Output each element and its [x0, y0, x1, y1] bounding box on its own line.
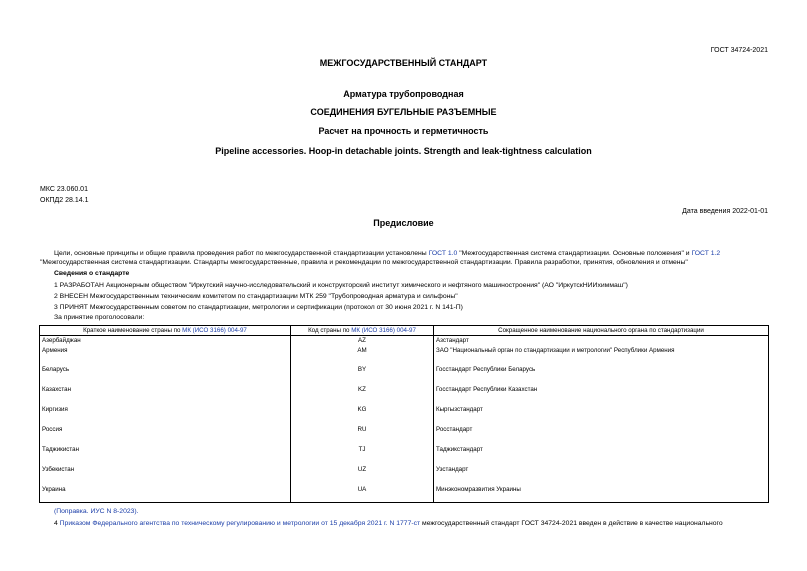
- body-cell: Узстандарт: [434, 465, 769, 485]
- body-cell: Росстандарт: [434, 425, 769, 445]
- item-4-number: 4: [54, 520, 60, 527]
- paragraph-text: "Межгосударственная система стандартизации. Основные положения" и: [457, 250, 692, 257]
- country-cell: Киргизия: [40, 405, 291, 425]
- body-cell: Госстандарт Республики Казахстан: [434, 385, 769, 405]
- item-4-text: межгосударственный стандарт ГОСТ 34724-2021 введен в действие в качестве национального: [420, 520, 723, 527]
- code-cell: UA: [291, 485, 434, 503]
- mk-iso-3166-link[interactable]: МК (ИСО 3166) 004-97: [182, 327, 247, 334]
- gost-1-0-link[interactable]: ГОСТ 1.0: [428, 250, 458, 257]
- code-cell: AM: [291, 346, 434, 365]
- table-header-row: [40, 326, 769, 336]
- table-row: [40, 445, 769, 465]
- code-cell: RU: [291, 425, 434, 445]
- mk-iso-3166-link[interactable]: МК (ИСО 3166) 004-97: [351, 327, 416, 334]
- country-cell: Беларусь: [40, 365, 291, 385]
- paragraph-text: "Межгосударственная система стандартизации. Стандарты межгосударственные, правила и рекомендации по межгосударственной стандартизации. Правила разработки, принятия, обновления и отмены": [40, 259, 688, 266]
- body-cell: Госстандарт Республики Беларусь: [434, 365, 769, 385]
- paragraph-text: Цели, основные принципы и общие правила проведения работ по межгосударственной стандартизации установлены: [54, 250, 429, 257]
- table-row: [40, 465, 769, 485]
- body-cell: Таджикстандарт: [434, 445, 769, 465]
- item-1-developed: 1 РАЗРАБОТАН Акционерным обществом "Иркутский научно-исследовательский и конструкторский институт химического и нефтяного машиностроения" (АО "ИркутскНИИхиммаш"): [54, 282, 628, 289]
- column-header-code: Код страны по МК (ИСО 3166) 004-97: [291, 326, 434, 336]
- item-4-enacted: [54, 519, 770, 528]
- standard-info-heading: Сведения о стандарте: [54, 270, 130, 277]
- code-cell: TJ: [291, 445, 434, 465]
- voted-label: За принятие проголосовали:: [54, 314, 145, 321]
- item-3-adopted: 3 ПРИНЯТ Межгосударственным советом по стандартизации, метрологии и сертификации (протокол от 30 июня 2021 г. N 141-П): [54, 304, 463, 311]
- country-cell: Азербайджан: [40, 336, 291, 346]
- country-cell: Казахстан: [40, 385, 291, 405]
- table-row: [40, 425, 769, 445]
- code-cell: UZ: [291, 465, 434, 485]
- country-cell: Армения: [40, 346, 291, 365]
- item-2-introduced: 2 ВНЕСЕН Межгосударственным техническим комитетом по стандартизации МТК 259 "Трубопроводная арматура и сильфоны": [54, 293, 458, 300]
- rosstandart-order-link[interactable]: Приказом Федерального агентства по техническому регулированию и метрологии от 15 декабря 2021 г. N 1777-ст: [59, 520, 421, 527]
- okpd-code: ОКПД2 28.14.1: [40, 197, 89, 204]
- correction-note[interactable]: (Поправка. ИУС N 8-2023).: [54, 508, 139, 515]
- title-line-3: Расчет на прочность и герметичность: [318, 126, 489, 136]
- standard-type-heading: МЕЖГОСУДАРСТВЕННЫЙ СТАНДАРТ: [319, 58, 488, 68]
- code-cell: KG: [291, 405, 434, 425]
- body-cell: Кыргызстандарт: [434, 405, 769, 425]
- code-cell: AZ: [291, 336, 434, 346]
- document-code: ГОСТ 34724-2021: [710, 47, 768, 54]
- code-cell: KZ: [291, 385, 434, 405]
- country-cell: Таджикистан: [40, 445, 291, 465]
- voting-countries-table: [39, 325, 769, 503]
- body-cell: Азстандарт: [434, 336, 769, 346]
- table-row: [40, 346, 769, 365]
- table-row: [40, 365, 769, 385]
- country-cell: Украина: [40, 485, 291, 503]
- code-cell: BY: [291, 365, 434, 385]
- table-row: [40, 485, 769, 503]
- column-header-body: Сокращенное наименование национального органа по стандартизации: [434, 326, 769, 336]
- table-row: [40, 405, 769, 425]
- intro-date: Дата введения 2022-01-01: [682, 208, 768, 215]
- column-header-country: Краткое наименование страны по МК (ИСО 3166) 004-97: [40, 326, 291, 336]
- foreword-heading: Предисловие: [373, 218, 434, 228]
- body-cell: Минэкономразвития Украины: [434, 485, 769, 503]
- title-line-1: Арматура трубопроводная: [343, 89, 464, 99]
- foreword-paragraph-1: [40, 249, 770, 267]
- title-english: Pipeline accessories. Hoop-in detachable joints. Strength and leak-tightness calculation: [215, 146, 592, 156]
- country-cell: Узбекистан: [40, 465, 291, 485]
- country-cell: Россия: [40, 425, 291, 445]
- table-row: [40, 336, 769, 346]
- table-row: [40, 385, 769, 405]
- mks-code: МКС 23.060.01: [40, 186, 88, 193]
- gost-1-2-link[interactable]: ГОСТ 1.2: [691, 250, 721, 257]
- body-cell: ЗАО "Национальный орган по стандартизации и метрологии" Республики Армения: [434, 346, 769, 365]
- title-line-2: СОЕДИНЕНИЯ БУГЕЛЬНЫЕ РАЗЪЕМНЫЕ: [310, 107, 497, 117]
